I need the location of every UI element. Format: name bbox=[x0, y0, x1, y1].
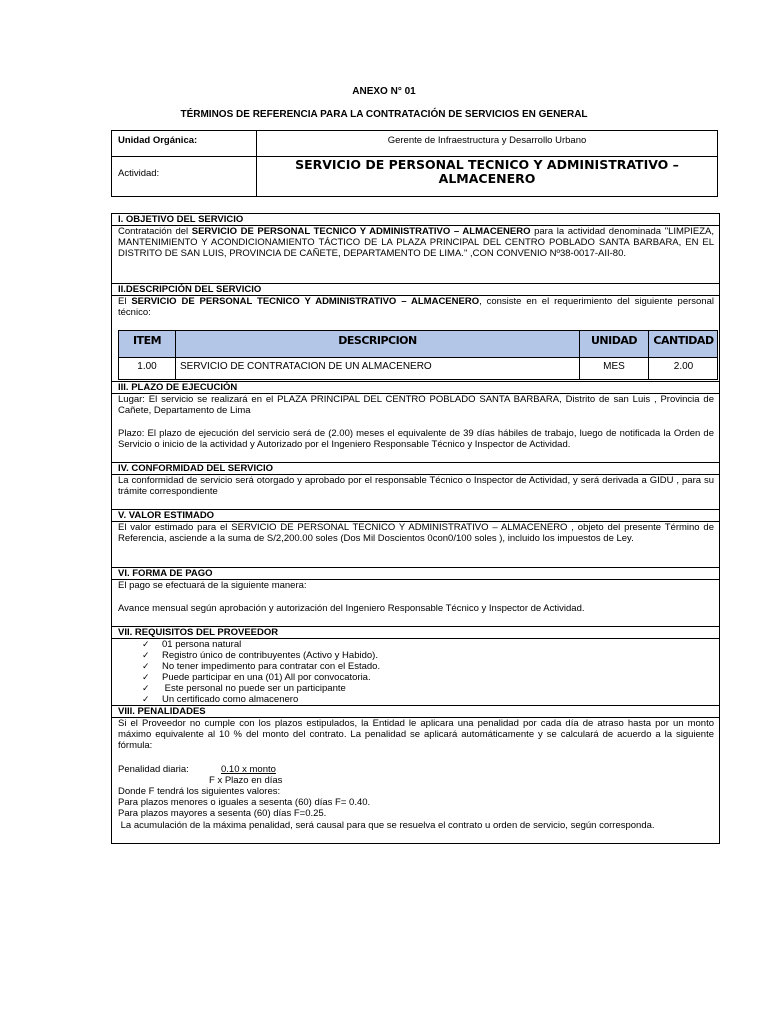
actividad-label: Actividad: bbox=[118, 168, 160, 179]
section-5-text: El valor estimado para el SERVICIO DE PERSONAL TECNICO Y ADMINISTRATIVO – ALMACENERO , objeto del presente Término de Referencia, asciende a la suma de S/2,200.00 soles (Dos Mil Doscientos 0con0/100 soles ), incluido los impuestos de Ley. bbox=[118, 522, 714, 544]
section-8-accumulation: La acumulación de la máxima penalidad, será causal para que se resuelva el contrato u orden de servicio, según corresponda. bbox=[118, 820, 655, 831]
section-6-title: VI. FORMA DE PAGO bbox=[118, 568, 213, 579]
th-unidad: UNIDAD bbox=[590, 334, 637, 347]
th-item: ITEM bbox=[132, 334, 162, 347]
section-4-title: IV. CONFORMIDAD DEL SERVICIO bbox=[118, 463, 274, 474]
section-5-title: V. VALOR ESTIMADO bbox=[118, 510, 215, 521]
section-2-text: El SERVICIO DE PERSONAL TECNICO Y ADMINISTRATIVO – ALMACENERO, consiste en el requerimiento del siguiente personal técnico: bbox=[118, 296, 714, 318]
th-cantidad: CANTIDAD bbox=[653, 334, 714, 347]
td-cantidad: 2.00 bbox=[673, 361, 694, 372]
section-2-title: II.DESCRIPCIÓN DEL SERVICIO bbox=[118, 284, 262, 295]
section-8-f-a: Para plazos menores o iguales a sesenta (60) días F= 0.40. bbox=[118, 797, 371, 808]
actividad-value-line1: SERVICIO DE PERSONAL TECNICO Y ADMINISTRATIVO – bbox=[295, 157, 679, 172]
section-3-plazo: Plazo: El plazo de ejecución del servicio será de (2.00) meses el equivalente de 39 días hábiles de trabajo, luego de notificada la Orden de Servicio o inicio de la actividad y Autorizado por el Ingeniero Responsable Técnico y Inspector de Actividad. bbox=[118, 428, 714, 450]
terms-body bbox=[111, 213, 720, 844]
section-8-f-values: Donde F tendrá los siguientes valores: bbox=[118, 786, 281, 797]
td-item: 1.00 bbox=[137, 361, 157, 372]
th-descripcion: DESCRIPCION bbox=[338, 334, 417, 347]
check-icon: ✓ bbox=[142, 662, 150, 672]
td-descripcion: SERVICIO DE CONTRATACION DE UN ALMACENERO bbox=[180, 361, 432, 372]
section-8-f-b: Para plazos mayores a sesenta (60) días F=0.25. bbox=[118, 808, 327, 819]
requirement-item: ✓ Este personal no puede ser un participante bbox=[142, 683, 346, 694]
section-8-title: VIII. PENALIDADES bbox=[118, 706, 206, 717]
section-1-text: Contratación del SERVICIO DE PERSONAL TECNICO Y ADMINISTRATIVO – ALMACENERO para la actividad denominada "LIMPIEZA, MANTENIMIENTO Y ACONDICIONAMIENTO TÁCTICO DE LA PLAZA PRINCIPAL DEL CENTRO POBLADO SANTA BARBARA, EN EL DISTRITO DE SAN LUIS, PROVINCIA DE CAÑETE, DEPARTAMENTO DE LIMA." ,CON CONVENIO Nº38-0017-AII-80. bbox=[118, 226, 714, 259]
section-6-p2: Avance mensual según aprobación y autorización del Ingeniero Responsable Técnico y Inspector de Actividad. bbox=[118, 603, 585, 614]
requirement-item: ✓ Puede participar en una (01) All por convocatoria. bbox=[142, 672, 371, 683]
check-icon: ✓ bbox=[142, 640, 150, 650]
actividad-value bbox=[257, 158, 717, 186]
unidad-value: Gerente de Infraestructura y Desarrollo Urbano bbox=[387, 135, 587, 146]
section-6-p1: El pago se efectuará de la siguiente manera: bbox=[118, 580, 307, 591]
td-unidad: MES bbox=[603, 361, 625, 372]
info-table bbox=[111, 130, 718, 197]
check-icon: ✓ bbox=[142, 673, 150, 683]
formula-denominator: F x Plazo en días bbox=[209, 775, 283, 786]
actividad-value-line2: ALMACENERO bbox=[438, 171, 536, 186]
annex-title: ANEXO N° 01 bbox=[352, 86, 416, 97]
unidad-label: Unidad Orgánica: bbox=[118, 135, 198, 146]
document-subtitle: TÉRMINOS DE REFERENCIA PARA LA CONTRATACIÓN DE SERVICIOS EN GENERAL bbox=[180, 109, 588, 120]
service-items-table bbox=[118, 330, 718, 380]
check-icon: ✓ bbox=[142, 695, 150, 705]
check-icon: ✓ bbox=[142, 684, 150, 694]
section-7-title: VII. REQUISITOS DEL PROVEEDOR bbox=[118, 627, 279, 638]
requirement-item: ✓ Un certificado como almacenero bbox=[142, 694, 299, 705]
requirement-item: ✓ 01 persona natural bbox=[142, 639, 242, 650]
section-4-text: La conformidad de servicio será otorgado y aprobado por el responsable Técnico o Inspector de Actividad, y será derivada a GIDU , para su trámite correspondiente bbox=[118, 475, 714, 497]
section-3-title: III. PLAZO DE EJECUCIÓN bbox=[118, 382, 238, 393]
formula-label: Penalidad diaria: bbox=[118, 764, 189, 775]
section-1-title: I. OBJETIVO DEL SERVICIO bbox=[118, 214, 244, 225]
section-8-p1: Si el Proveedor no cumple con los plazos estipulados, la Entidad le aplicara una penalidad por cada día de atraso hasta por un monto máximo equivalente al 10 % del monto del contrato. La penalidad se aplicará automáticamente y se calculará de acuerdo a la siguiente fórmula: bbox=[118, 718, 714, 751]
requirement-item: ✓ Registro único de contribuyentes (Activo y Habido). bbox=[142, 650, 378, 661]
section-3-lugar: Lugar: El servicio se realizará en el PLAZA PRINCIPAL DEL CENTRO POBLADO SANTA BARBARA, Distrito de san Luis , Provincia de Cañete, Departamento de Lima bbox=[118, 394, 714, 416]
check-icon: ✓ bbox=[142, 651, 150, 661]
formula-numerator: 0.10 x monto bbox=[221, 764, 276, 775]
requirement-item: ✓ No tener impedimento para contratar con el Estado. bbox=[142, 661, 381, 672]
